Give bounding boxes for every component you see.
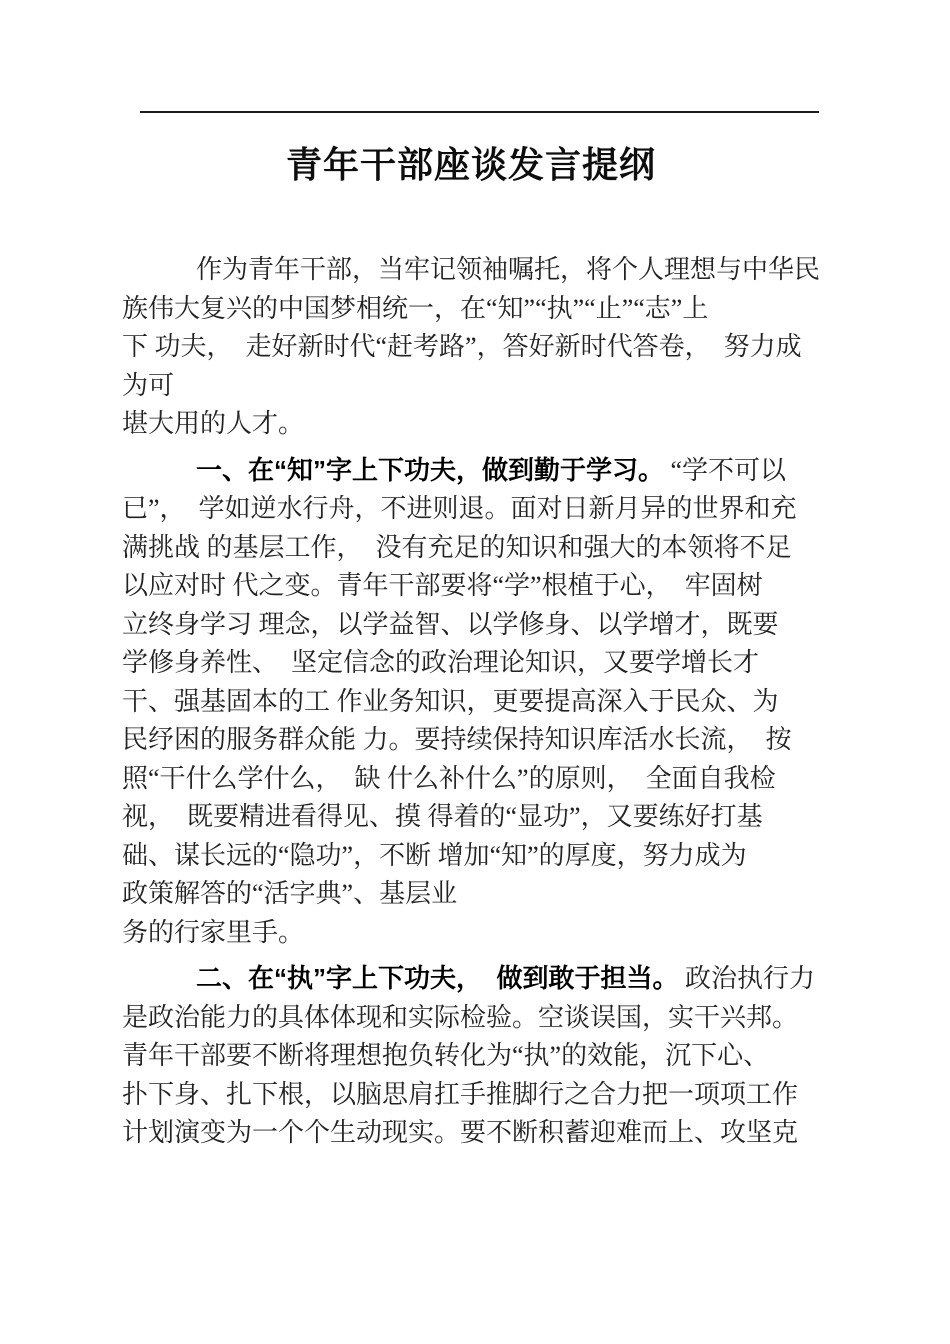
header-rule — [140, 111, 819, 113]
heading-run: 二、在“执”字上下功夫， 做到敢于担当。 — [196, 963, 679, 993]
text-line — [122, 721, 820, 760]
text-line — [122, 914, 820, 953]
text-run: 干、强基固本的工 作业务知识，更要提高深入于民众、为 — [122, 686, 779, 716]
text-run: 立终身学习 理念，以学益智、以学修身、以学增才，既要 — [122, 609, 779, 639]
text-run: 族伟大复兴的中国梦相统一，在“知”“执”“止”“志”上 — [122, 293, 709, 323]
text-line — [122, 798, 820, 837]
paragraph-intro — [122, 251, 820, 444]
text-line — [122, 1037, 820, 1076]
text-run: 政策解答的“活字典”、基层业 — [122, 879, 458, 908]
text-run: 计划演变为一个个生动现实。要不断积蓄迎难而上、攻坚克 — [122, 1118, 799, 1147]
text-run: 视， 既要精进看得见、摸 得着的“显功”，又要练好打基 — [122, 802, 763, 831]
paragraph-section-1-zhi-learning — [122, 451, 820, 953]
text-line — [122, 606, 820, 645]
text-run: 照“干什么学什么， 缺 什么补什么”的原则， 全面自我检 — [122, 763, 776, 793]
text-run: 学修身养性、 坚定信念的政治理论知识，又要学增长才 — [122, 648, 760, 677]
text-run: 满挑战 的基层工作， 没有充足的知识和强大的本领将不足 — [122, 532, 792, 562]
paragraph-section-2-zhi-action — [122, 959, 820, 1153]
document-body — [122, 251, 820, 1153]
text-line — [122, 328, 820, 367]
text-line — [122, 837, 820, 876]
text-line — [122, 367, 820, 406]
text-run: 下 功夫， 走好新时代“赶考路”，答好新时代答卷， 努力成 — [122, 332, 802, 361]
text-line — [122, 875, 820, 914]
text-run: 础、谋长远的“隐功”，不断 增加“知”的厚度，努力成为 — [122, 840, 747, 870]
text-run: 作为青年干部，当牢记领袖嘱托，将个人理想与中华民 — [196, 255, 821, 284]
text-line — [122, 251, 820, 290]
text-run: “学不可以 — [664, 455, 787, 485]
text-run: 已”， 学如逆水行舟，不进则退。面对日新月异的世界和充 — [122, 494, 797, 523]
text-line — [122, 529, 820, 568]
text-line — [122, 999, 820, 1038]
text-line — [122, 644, 820, 683]
text-run: 堪大用的人才。 — [122, 409, 305, 438]
text-line — [122, 490, 820, 529]
heading-run: 一、在“知”字上下功夫，做到勤于学习。 — [196, 454, 665, 485]
text-run: 是政治能力的具体体现和实际检验。空谈误国，实干兴邦。 — [122, 1002, 799, 1032]
text-line — [122, 760, 820, 799]
text-line — [122, 1114, 820, 1153]
text-line — [122, 451, 820, 491]
text-run: 务的行家里手。 — [122, 917, 305, 947]
text-line — [122, 683, 820, 722]
text-line — [122, 405, 820, 444]
text-line — [122, 567, 820, 606]
text-run: 青年干部要不断将理想抱负转化为“执”的效能，沉下心、 — [122, 1041, 770, 1070]
text-line — [122, 1076, 820, 1115]
text-line — [122, 290, 820, 329]
text-line — [122, 959, 820, 999]
document-title: 青年干部座谈发言提纲 — [285, 144, 656, 185]
text-run: 为可 — [122, 370, 175, 400]
text-run: 扑下身、扎下根，以脑思肩扛手推脚行之合力把一项项工作 — [122, 1079, 799, 1109]
text-run: 民纾困的服务群众能 力。要持续保持知识库活水长流， 按 — [122, 725, 792, 754]
text-run: 以应对时 代之变。青年干部要将“学”根植于心， 牢固树 — [122, 571, 763, 600]
text-run: 政治执行力 — [678, 964, 815, 993]
